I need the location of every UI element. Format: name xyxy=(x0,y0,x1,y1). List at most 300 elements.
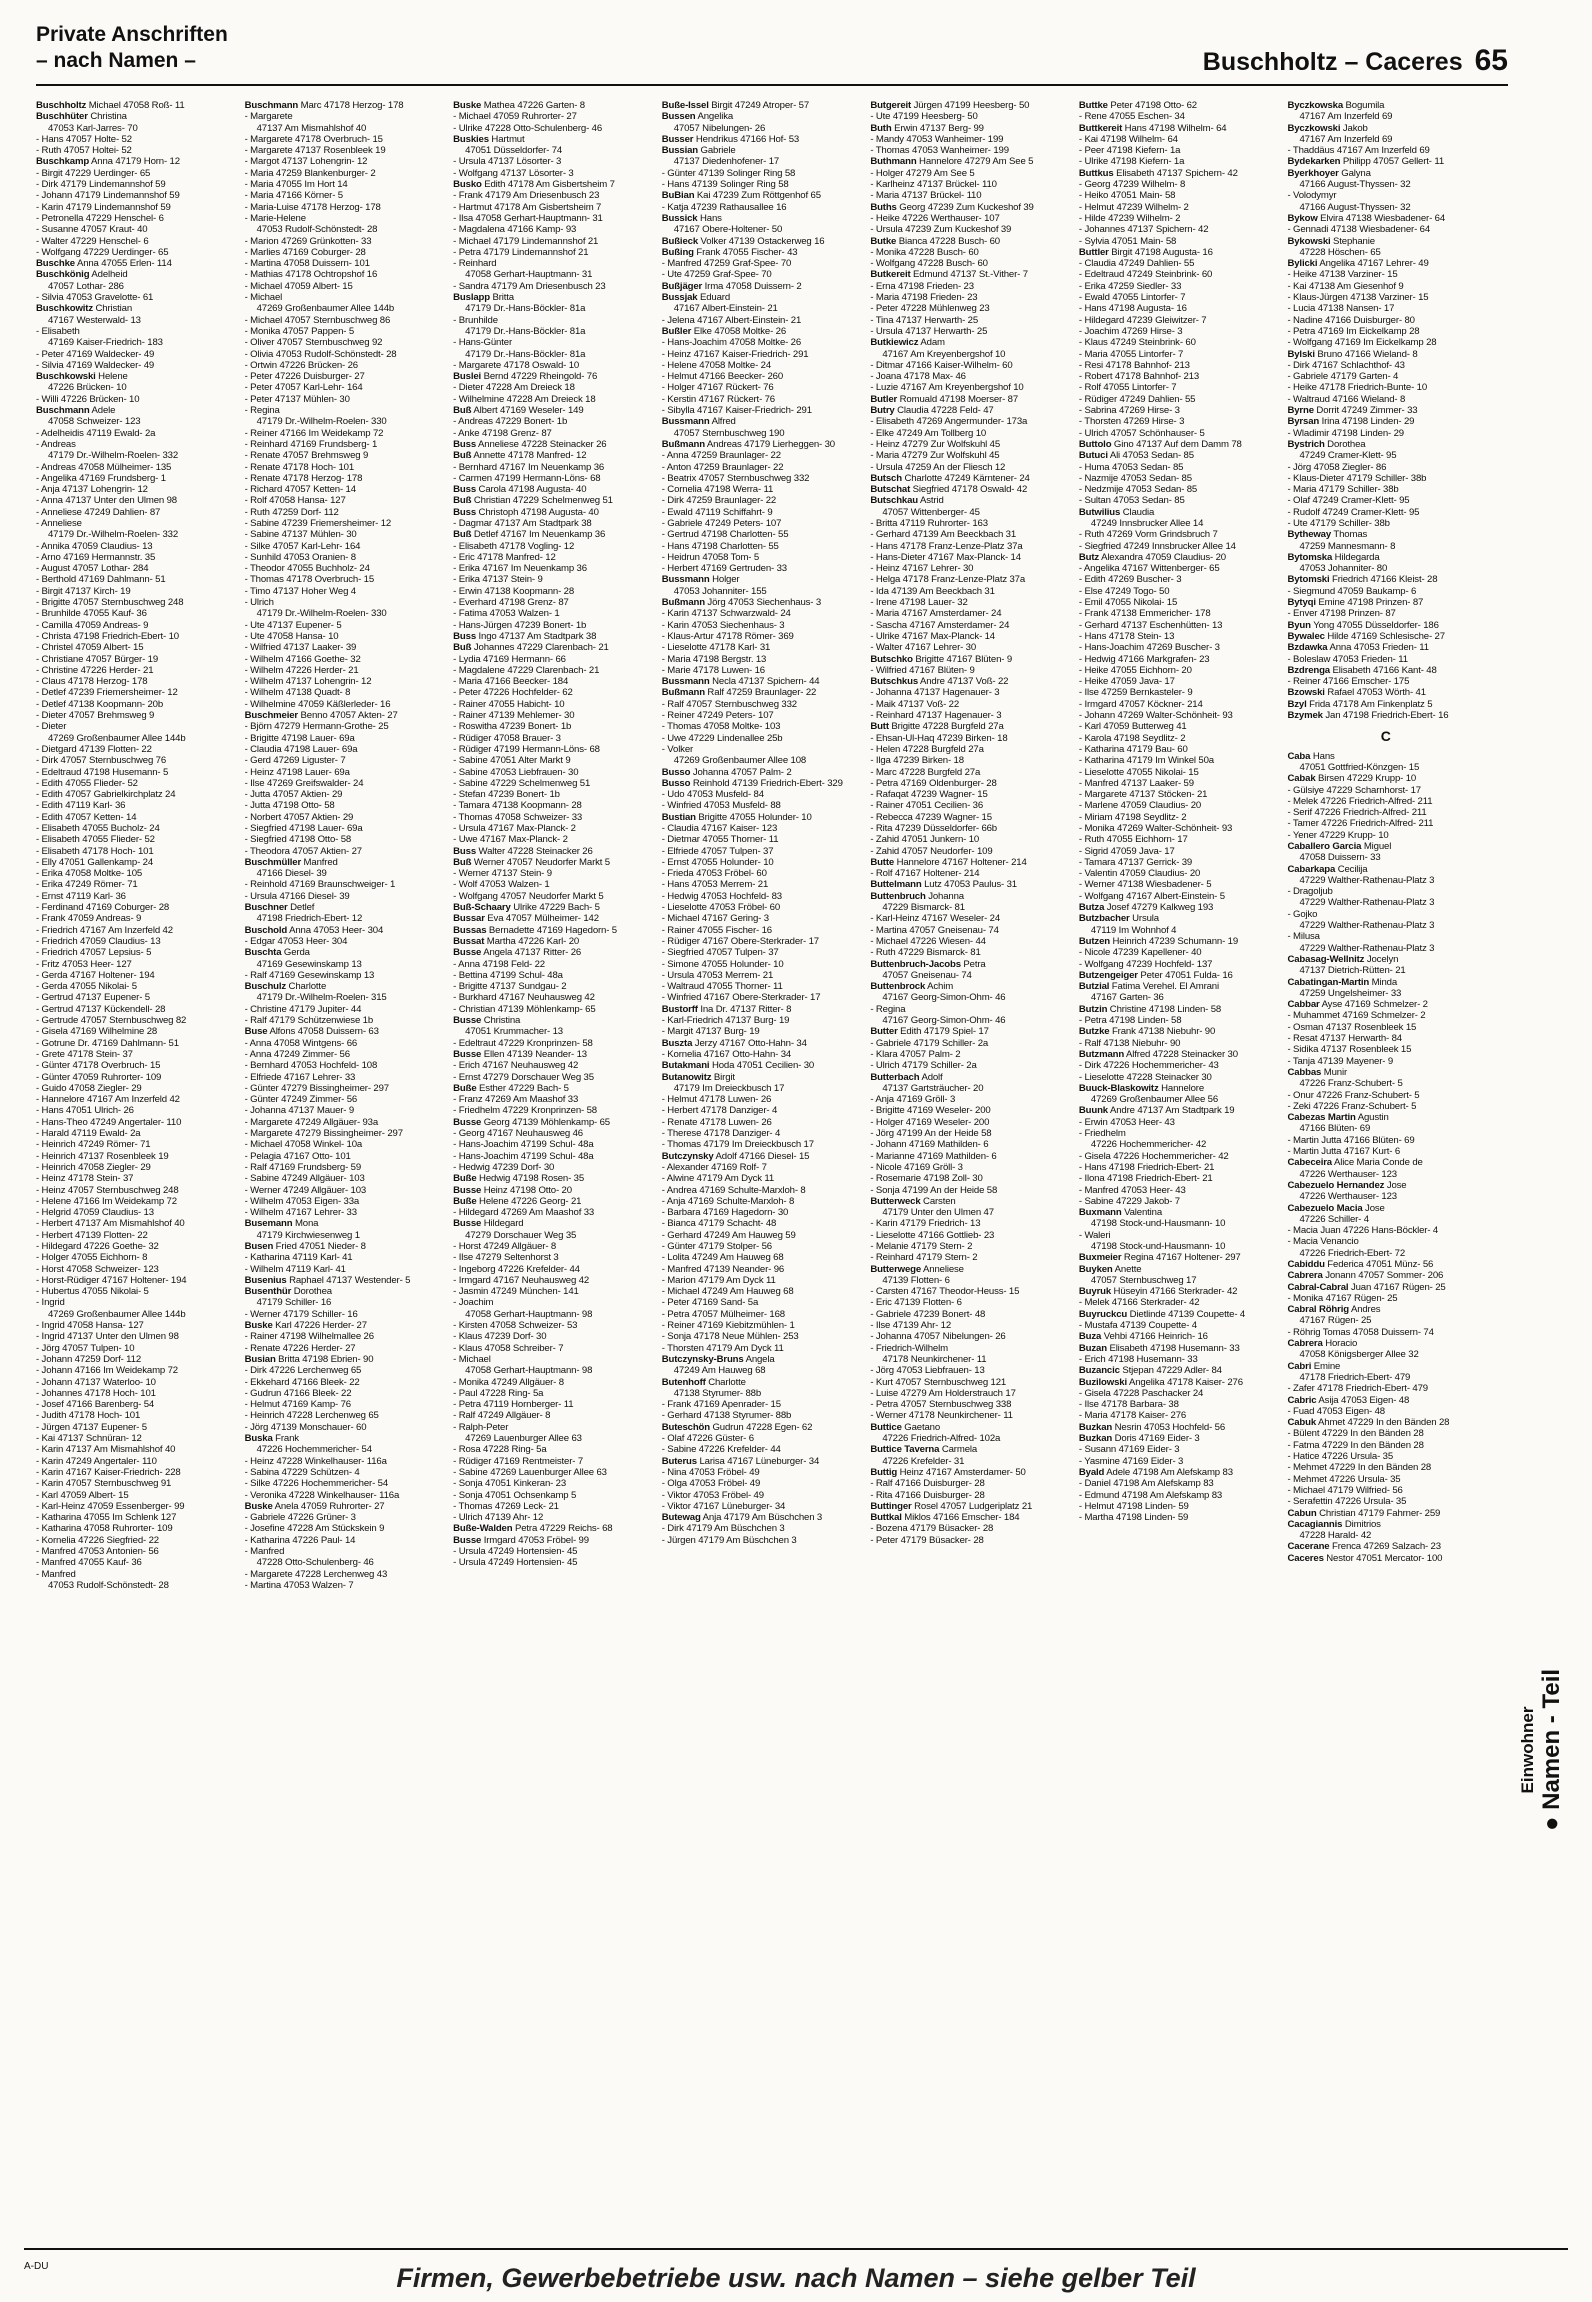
entry-text: - Günter 47279 Bissingheimer- 297 xyxy=(244,1082,389,1094)
entry-text: 47167 Georg-Simon-Ohm- 46 xyxy=(882,992,1006,1004)
footer-divider xyxy=(24,2248,1568,2250)
surname: Butczynsky xyxy=(661,1150,714,1162)
directory-entry xyxy=(870,462,1067,473)
surname: Buttice xyxy=(870,1421,902,1433)
surname: Bzyl xyxy=(1287,698,1307,710)
surname: Buschmann xyxy=(244,100,299,111)
directory-entry xyxy=(453,202,650,213)
directory-entry xyxy=(453,552,650,563)
entry-text: - Petra 47169 Im Eickelkamp 28 xyxy=(1287,325,1420,337)
entry-text: - Heinz 47167 Kaiser-Friedrich- 291 xyxy=(661,348,809,360)
directory-entry xyxy=(36,1433,233,1444)
entry-text: - Luise 47279 Am Holderstrauch 17 xyxy=(870,1387,1016,1399)
directory-entry xyxy=(245,1399,442,1410)
directory-entry xyxy=(453,292,650,303)
entry-text: - Theodor 47055 Buchholz- 24 xyxy=(244,563,370,575)
entry-text: - Sylvia 47051 Main- 58 xyxy=(1078,235,1177,247)
directory-entry xyxy=(662,269,859,280)
directory-entry xyxy=(1079,1162,1276,1173)
surname: Butt xyxy=(870,721,889,733)
directory-entry xyxy=(245,190,442,201)
directory-entry xyxy=(1079,699,1276,710)
directory-entry xyxy=(245,529,442,540)
entry-text: Larisa 47167 Lüneburger- 34 xyxy=(696,1455,820,1467)
directory-entry xyxy=(662,1275,859,1286)
directory-entry xyxy=(662,462,859,473)
surname: Buschkowitz xyxy=(36,303,93,315)
directory-entry xyxy=(36,1331,233,1342)
directory-entry xyxy=(662,1297,859,1308)
directory-entry xyxy=(36,202,233,213)
surname: Caceres xyxy=(1287,1552,1324,1564)
surname: Buschner xyxy=(244,902,288,914)
directory-entry xyxy=(36,450,233,461)
entry-text: - Helmut 47169 Kamp- 76 xyxy=(244,1399,351,1411)
surname: Butwilius xyxy=(1078,506,1121,518)
entry-text: - Sandra 47179 Am Driesenbusch 23 xyxy=(453,280,606,292)
entry-text: - Günter 47059 Ruhrorter- 109 xyxy=(36,1071,162,1083)
directory-entry xyxy=(36,597,233,608)
entry-text: 47179 Dr.-Wilhelm-Roelen- 315 xyxy=(256,992,387,1004)
entry-text: - Karl 47059 Albert- 15 xyxy=(36,1489,129,1501)
directory-entry xyxy=(36,360,233,371)
directory-entry xyxy=(870,586,1067,597)
directory-entry xyxy=(245,710,442,721)
directory-entry xyxy=(36,1569,233,1580)
entry-text: - Ulrike 47167 Max-Planck- 14 xyxy=(870,630,995,642)
entry-text: - Uwe 47167 Max-Planck- 2 xyxy=(453,834,568,846)
entry-text: 47167 Westerwald- 13 xyxy=(48,314,141,326)
directory-entry xyxy=(1079,879,1276,890)
directory-entry xyxy=(36,913,233,924)
entry-text: Hendrikus 47166 Hof- 53 xyxy=(693,133,800,145)
directory-entry xyxy=(1287,751,1484,762)
directory-entry xyxy=(1079,190,1276,201)
directory-entry xyxy=(1287,326,1484,337)
directory-entry xyxy=(36,1252,233,1263)
entry-text: - Olaf 47226 Güster- 6 xyxy=(661,1433,754,1445)
entry-text: - Hans-Günter xyxy=(453,337,512,349)
surname: Buß xyxy=(453,405,472,417)
directory-entry xyxy=(36,834,233,845)
directory-entry xyxy=(1287,179,1484,190)
directory-entry xyxy=(662,913,859,924)
entry-text: - Klaus-Dieter 47179 Schiller- 38b xyxy=(1287,472,1427,484)
section-side-label xyxy=(1512,1560,1572,1940)
page-header xyxy=(36,22,1508,82)
entry-text: - Elisabeth xyxy=(36,325,80,337)
entry-text: - Erika 47259 Siedler- 33 xyxy=(1078,280,1182,292)
directory-entry xyxy=(453,462,650,473)
surname: Buttler xyxy=(1078,246,1109,258)
directory-entry xyxy=(1287,1022,1484,1033)
entry-text: - Manfred 47055 Kauf- 36 xyxy=(36,1557,142,1569)
surname: Busse xyxy=(453,1116,482,1128)
directory-entry xyxy=(870,868,1067,879)
entry-text: - Johann 47259 Dorf- 112 xyxy=(36,1353,142,1365)
directory-entry xyxy=(36,755,233,766)
entry-text: Petra xyxy=(960,958,986,970)
entry-text: - Marlies 47169 Coburger- 28 xyxy=(244,246,366,258)
directory-entry xyxy=(36,168,233,179)
surname: Buslapp xyxy=(453,292,490,304)
entry-text: 47053 Johanniter- 80 xyxy=(1299,563,1388,575)
directory-entry xyxy=(1079,495,1276,506)
directory-entry xyxy=(1287,586,1484,597)
directory-entry xyxy=(662,1173,859,1184)
surname: Buttenbrock xyxy=(870,981,926,993)
entry-text: Carsten xyxy=(920,1195,956,1207)
directory-entry xyxy=(245,1230,442,1241)
entry-text: - Gertrude 47057 Sternbuschweg 82 xyxy=(36,1015,187,1027)
directory-entry xyxy=(453,269,650,280)
directory-entry xyxy=(870,1512,1067,1523)
directory-entry xyxy=(453,1139,650,1150)
directory-entry xyxy=(1287,1553,1484,1564)
entry-text: - Roswitha 47239 Bonert- 1b xyxy=(453,721,572,733)
directory-entry xyxy=(36,179,233,190)
surname: Busse xyxy=(453,947,482,959)
directory-entry xyxy=(1079,1286,1276,1297)
entry-text: - Ilse 47178 Barbara- 38 xyxy=(1078,1399,1179,1411)
entry-text: - Christian 47139 Möhlenkamp- 65 xyxy=(453,1003,596,1015)
entry-text: - Angelika 47167 Wittenberger- 65 xyxy=(1078,563,1220,575)
directory-entry xyxy=(870,236,1067,247)
directory-entry xyxy=(36,721,233,732)
directory-entry xyxy=(245,767,442,778)
directory-entry xyxy=(245,1433,442,1444)
directory-entry xyxy=(1079,913,1276,924)
entry-text: - Horst-Rüdiger 47167 Holtener- 194 xyxy=(36,1274,187,1286)
entry-text: Dietlinde 47139 Coupette- 4 xyxy=(1127,1308,1246,1320)
directory-entry xyxy=(662,507,859,518)
directory-entry xyxy=(36,281,233,292)
entry-text: - Erna 47198 Frieden- 23 xyxy=(870,280,974,292)
directory-entry xyxy=(662,654,859,665)
entry-text: - Rüdiger 47058 Brauer- 3 xyxy=(453,732,561,744)
entry-text: 47249 Am Hauweg 68 xyxy=(673,1365,766,1377)
directory-entry xyxy=(36,1343,233,1354)
directory-entry xyxy=(453,529,650,540)
entry-text: - Helene 47166 Im Weidekamp 72 xyxy=(36,1195,177,1207)
directory-entry xyxy=(453,1410,650,1421)
directory-entry xyxy=(1079,552,1276,563)
surname: Bzowski xyxy=(1287,687,1325,699)
entry-text: - Erwin 47138 Koopmann- 28 xyxy=(453,585,575,597)
directory-entry xyxy=(453,1546,650,1557)
directory-entry xyxy=(245,1173,442,1184)
entry-text: 47139 Flotten- 6 xyxy=(882,1274,950,1286)
entry-text: - Hans-Dieter 47167 Max-Planck- 14 xyxy=(870,551,1021,563)
entry-text: - Ewald 47119 Schiffahrt- 9 xyxy=(661,506,773,518)
directory-entry xyxy=(662,710,859,721)
directory-entry xyxy=(36,1422,233,1433)
directory-entry xyxy=(245,156,442,167)
directory-entry xyxy=(1287,1315,1484,1326)
surname: Buskies xyxy=(453,133,489,145)
directory-entry xyxy=(36,642,233,653)
surname: Busso xyxy=(661,777,691,789)
entry-text: - Christine 47226 Herder- 21 xyxy=(36,664,154,676)
directory-entry xyxy=(870,800,1067,811)
entry-text: 47229 Walther-Rathenau-Platz 3 xyxy=(1299,897,1435,909)
directory-entry xyxy=(870,1309,1067,1320)
directory-column xyxy=(662,100,859,2250)
entry-text: Marc 47178 Herzog- 178 xyxy=(298,100,404,111)
entry-text: - Maria 47137 Brückel- 110 xyxy=(870,190,982,202)
entry-text: - Björn 47279 Hermann-Grothe- 25 xyxy=(244,721,389,733)
directory-entry xyxy=(1287,1112,1484,1123)
surname: Buska xyxy=(244,1433,273,1445)
entry-text: - Michael 47059 Ruhrorter- 27 xyxy=(453,111,577,123)
directory-entry xyxy=(453,428,650,439)
directory-entry xyxy=(662,1490,859,1501)
directory-entry xyxy=(36,778,233,789)
directory-entry xyxy=(245,857,442,868)
directory-entry xyxy=(245,1060,442,1071)
directory-columns xyxy=(36,100,1484,2250)
entry-text: - Fritz 47053 Heer- 127 xyxy=(36,958,132,970)
directory-entry xyxy=(1287,1236,1484,1247)
directory-entry xyxy=(870,1207,1067,1218)
entry-text: - Dirk 47179 Am Büschchen 3 xyxy=(661,1523,785,1535)
directory-entry xyxy=(1079,247,1276,258)
entry-text: - Johann 47166 Im Weidekamp 72 xyxy=(36,1365,178,1377)
entry-text: - Dragoljub xyxy=(1287,886,1333,898)
directory-entry xyxy=(36,1264,233,1275)
entry-text: Bogumila xyxy=(1343,100,1385,111)
entry-text: - Michael 47167 Gering- 3 xyxy=(661,913,769,925)
directory-entry xyxy=(1287,1248,1484,1259)
entry-text: Frank 47055 Fischer- 43 xyxy=(693,246,798,258)
directory-entry xyxy=(36,1218,233,1229)
directory-entry xyxy=(245,936,442,947)
entry-text: - Katharina 47055 Im Schlenk 127 xyxy=(36,1512,177,1524)
entry-text: - August 47057 Lothar- 284 xyxy=(36,563,149,575)
entry-text: 47229 Walther-Rathenau-Platz 3 xyxy=(1299,942,1435,954)
surname: Bussar xyxy=(453,913,485,925)
directory-entry xyxy=(36,123,233,134)
directory-entry xyxy=(1287,1293,1484,1304)
directory-entry xyxy=(36,1060,233,1071)
entry-text: - Ilse 47139 Ahr- 12 xyxy=(870,1320,952,1332)
directory-entry xyxy=(453,936,650,947)
entry-text: Thomas xyxy=(1331,529,1368,541)
directory-entry xyxy=(662,1523,859,1534)
directory-entry xyxy=(245,349,442,360)
directory-entry xyxy=(453,1151,650,1162)
entry-text: - Margarete 47137 Stöcken- 21 xyxy=(1078,789,1208,801)
directory-entry xyxy=(1287,864,1484,875)
entry-text: - Silvia 47053 Gravelotte- 61 xyxy=(36,292,154,304)
entry-text: - Gerhard 47249 Am Hauweg 59 xyxy=(661,1229,796,1241)
entry-text: - Wolfgang 47239 Hochfeld- 137 xyxy=(1078,958,1213,970)
entry-text: - Hildegard 47239 Gleiwitzer- 7 xyxy=(1078,314,1207,326)
directory-entry xyxy=(453,315,650,326)
directory-entry xyxy=(36,1185,233,1196)
directory-entry xyxy=(662,1309,859,1320)
directory-entry xyxy=(1079,439,1276,450)
section-title-line1: Private Anschriften xyxy=(36,23,228,46)
entry-text: 47058 Königsberger Allee 32 xyxy=(1299,1349,1419,1361)
directory-entry xyxy=(662,382,859,393)
directory-entry xyxy=(870,1467,1067,1478)
name-range: Buschholtz – Caceres xyxy=(1202,48,1463,76)
directory-entry xyxy=(1079,1151,1276,1162)
directory-entry xyxy=(1287,1474,1484,1485)
entry-text: - Wolfgang 47169 Im Eickelkamp 28 xyxy=(1287,337,1437,349)
entry-text: - Edeltraud 47198 Husemann- 5 xyxy=(36,766,169,778)
entry-text: - Ilse 47279 Seltenhorst 3 xyxy=(453,1252,559,1264)
directory-entry xyxy=(1079,992,1276,1003)
directory-entry xyxy=(870,1185,1067,1196)
directory-entry xyxy=(1079,936,1276,947)
directory-entry xyxy=(870,699,1067,710)
directory-entry xyxy=(1287,1203,1484,1214)
entry-text: - Hans 47051 Ulrich- 26 xyxy=(36,1105,134,1117)
directory-entry xyxy=(36,665,233,676)
directory-entry xyxy=(245,416,442,427)
directory-entry xyxy=(1079,1139,1276,1150)
directory-entry xyxy=(870,823,1067,834)
surname: Buss xyxy=(453,845,477,857)
entry-text: 47249 Cramer-Klett- 95 xyxy=(1299,450,1397,462)
directory-entry xyxy=(245,552,442,563)
directory-entry xyxy=(245,1501,442,1512)
directory-entry xyxy=(453,1026,650,1037)
entry-text: - Wolfgang 47229 Uerdinger- 65 xyxy=(36,246,169,258)
entry-text: - Martina 47058 Duissern- 101 xyxy=(244,258,370,270)
directory-entry xyxy=(662,1049,859,1060)
directory-entry xyxy=(36,1309,233,1320)
entry-text: - Richard 47057 Ketten- 14 xyxy=(244,484,356,496)
entry-text: - Georg 47167 Neuhausweg 46 xyxy=(453,1128,583,1140)
entry-text: - Werner 47138 Wiesbadener- 5 xyxy=(1078,879,1212,891)
directory-entry xyxy=(1287,665,1484,676)
directory-entry xyxy=(1287,145,1484,156)
surname: Buschke xyxy=(36,258,75,270)
directory-entry xyxy=(870,202,1067,213)
directory-entry xyxy=(36,337,233,348)
directory-entry xyxy=(1079,145,1276,156)
directory-entry xyxy=(1287,852,1484,863)
directory-entry xyxy=(1079,394,1276,405)
entry-text: Munir xyxy=(1321,1066,1347,1078)
surname: Butuci xyxy=(1078,450,1108,462)
entry-text: - Karin 47137 Am Mismahlshof 40 xyxy=(36,1444,176,1456)
directory-entry xyxy=(1079,608,1276,619)
entry-text: - Martha 47198 Linden- 59 xyxy=(1078,1512,1189,1524)
entry-text: - Ingrid 47058 Hansa- 127 xyxy=(36,1320,144,1332)
directory-column xyxy=(1287,100,1484,2250)
entry-text: Ellen 47139 Neander- 13 xyxy=(481,1048,587,1060)
directory-entry xyxy=(245,281,442,292)
directory-entry xyxy=(1287,699,1484,710)
directory-entry xyxy=(36,1523,233,1534)
entry-text: - Johanna 47057 Nibelungen- 26 xyxy=(870,1331,1006,1343)
directory-entry xyxy=(1287,247,1484,258)
directory-entry xyxy=(662,665,859,676)
entry-text: - Dirk 47226 Lerchenweg 65 xyxy=(244,1365,362,1377)
entry-text: - Rainer 47055 Habicht- 10 xyxy=(453,698,565,710)
directory-column xyxy=(1079,100,1276,2250)
directory-entry xyxy=(1079,416,1276,427)
directory-entry xyxy=(1079,1026,1276,1037)
directory-entry xyxy=(453,744,650,755)
surname: Buße-Issel xyxy=(661,100,709,111)
entry-text: Charlotte 47249 Kärntener- 24 xyxy=(901,472,1030,484)
entry-text: - Waleri xyxy=(1078,1229,1111,1241)
entry-text: - Regina xyxy=(870,1003,906,1015)
entry-text: - Herbert 47178 Danziger- 4 xyxy=(661,1105,778,1117)
entry-text: Benno 47057 Akten- 27 xyxy=(298,710,398,722)
entry-text: - Marie 47178 Luwen- 16 xyxy=(661,664,765,676)
surname: Buse xyxy=(244,1026,268,1038)
surname: Buske xyxy=(453,100,482,111)
directory-entry xyxy=(36,111,233,122)
directory-entry xyxy=(453,247,650,258)
directory-entry xyxy=(36,654,233,665)
directory-entry xyxy=(453,1117,650,1128)
entry-text: Andreas 47179 Lierheggen- 30 xyxy=(704,438,835,450)
entry-text: - Karin 47179 Lindemannshof 59 xyxy=(36,201,171,213)
directory-entry xyxy=(1079,1218,1276,1229)
entry-text: 47057 Sternbuschweg 190 xyxy=(673,427,785,439)
entry-text: - Sabina 47229 Schützen- 4 xyxy=(244,1466,360,1478)
directory-entry xyxy=(1287,360,1484,371)
entry-text: - Edith 47057 Ketten- 14 xyxy=(36,811,137,823)
directory-entry xyxy=(1287,897,1484,908)
directory-entry xyxy=(36,687,233,698)
entry-text: - Gojko xyxy=(1287,908,1318,920)
directory-entry xyxy=(36,1275,233,1286)
entry-text: 47249 Innsbrucker Allee 14 xyxy=(1090,517,1204,529)
directory-entry xyxy=(36,529,233,540)
directory-entry xyxy=(1079,1049,1276,1060)
entry-text: Anja 47179 Am Büschchen 3 xyxy=(700,1512,823,1524)
entry-text: Frenca 47269 Salzach- 23 xyxy=(1329,1541,1441,1553)
entry-text: - Ursula 47166 Diesel- 39 xyxy=(244,890,350,902)
entry-text: Minda xyxy=(1369,976,1398,988)
directory-entry xyxy=(662,1264,859,1275)
directory-entry xyxy=(453,992,650,1003)
entry-text: - Lieselotte 47166 Gottlieb- 23 xyxy=(870,1229,995,1241)
entry-text: Elisabeth 47198 Husemann- 33 xyxy=(1106,1342,1240,1354)
entry-text: - Detlef 47239 Friemersheimer- 12 xyxy=(36,687,178,699)
entry-text: - Herbert 47139 Flotten- 22 xyxy=(36,1229,148,1241)
surname: Buschta xyxy=(244,947,282,959)
directory-entry xyxy=(1079,326,1276,337)
directory-entry xyxy=(870,1297,1067,1308)
entry-text: Christian 47179 Fahrner- 259 xyxy=(1316,1507,1441,1519)
directory-entry xyxy=(870,925,1067,936)
surname: Buzan xyxy=(1078,1342,1107,1354)
surname: Bussick xyxy=(661,212,698,224)
surname: Cabak xyxy=(1287,773,1316,785)
entry-text: - Joachim xyxy=(453,1297,494,1309)
directory-entry xyxy=(1287,608,1484,619)
entry-text: - Jutta 47057 Aktien- 29 xyxy=(244,789,343,801)
entry-text: - Ehsan-Ul-Haq 47239 Birken- 18 xyxy=(870,732,1008,744)
entry-text: - Macia Venancio xyxy=(1287,1236,1359,1248)
directory-entry xyxy=(1079,733,1276,744)
directory-entry xyxy=(245,1105,442,1116)
directory-entry xyxy=(453,224,650,235)
entry-text: - Fatima 47053 Walzen- 1 xyxy=(453,608,560,620)
entry-text: Horacio xyxy=(1322,1338,1358,1350)
entry-text: - Maik 47137 Voß- 22 xyxy=(870,698,960,710)
footer-banner: Firmen, Gewerbebetriebe usw. nach Namen – siehe gelber Teil xyxy=(396,2263,1196,2293)
